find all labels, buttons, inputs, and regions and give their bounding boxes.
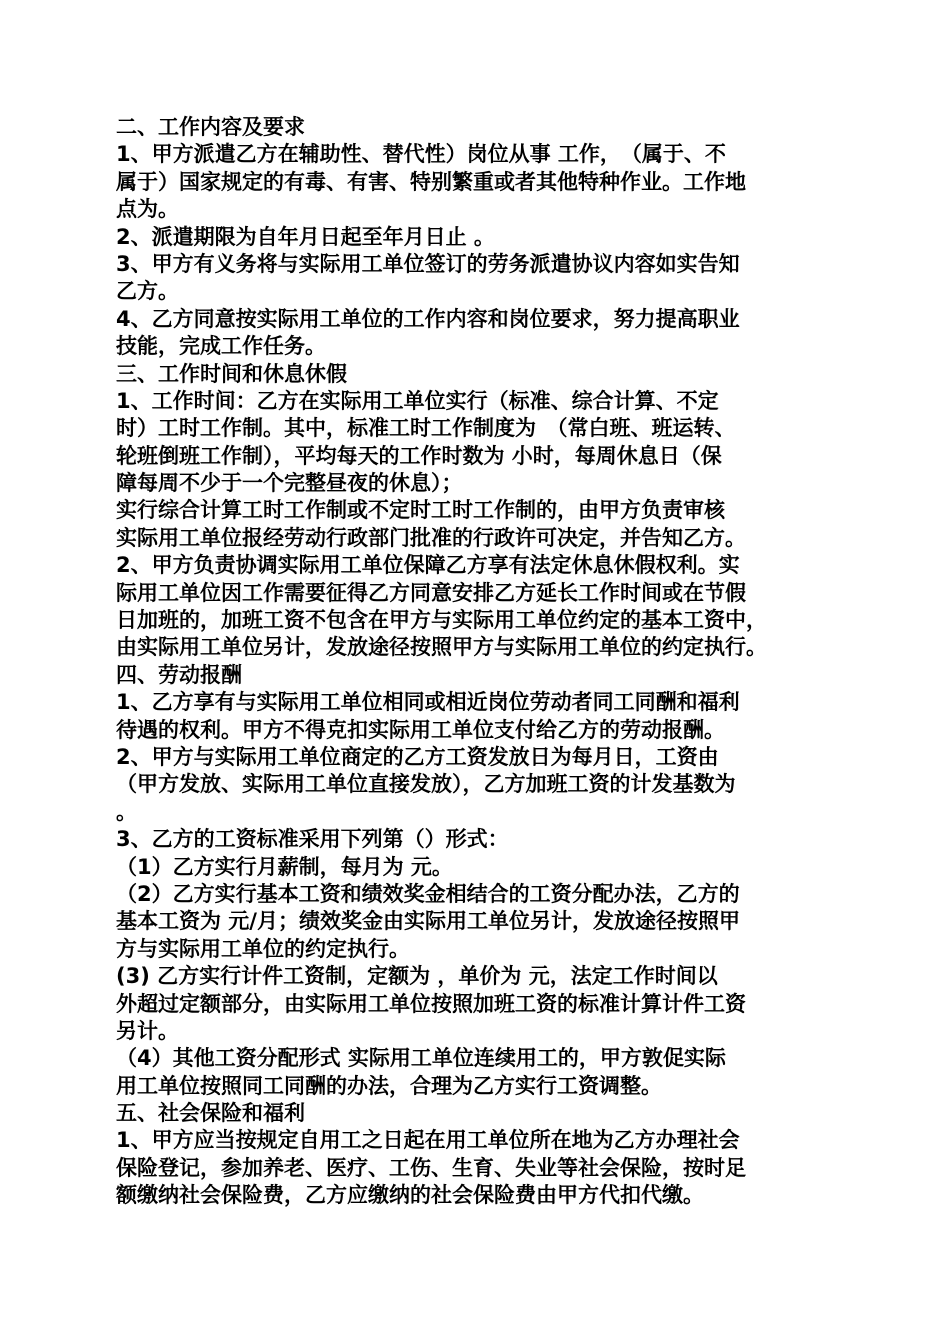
text-line: 保险登记，参加养老、医疗、工伤、生育、失业等社会保险，按时足 <box>116 1155 746 1180</box>
text-line: 待遇的权利。甲方不得克扣实际用工单位支付给乙方的劳动报酬。 <box>116 717 725 742</box>
text-line: 际用工单位因工作需要征得乙方同意安排乙方延长工作时间或在节假 <box>116 580 746 605</box>
text-line: （甲方发放、实际用工单位直接发放），乙方加班工资的计发基数为 <box>116 772 736 797</box>
text-line: 另计。 <box>116 1018 179 1043</box>
text-line: 2、甲方负责协调实际用工单位保障乙方享有法定休息休假权利。实 <box>116 553 740 578</box>
text-line: 3、甲方有义务将与实际用工单位签订的劳务派遣协议内容如实告知 <box>116 251 740 276</box>
text-line: 。 <box>116 799 137 824</box>
text-line: 乙方。 <box>116 279 179 304</box>
text-line: 额缴纳社会保险费，乙方应缴纳的社会保险费由甲方代扣代缴。 <box>116 1183 704 1208</box>
text-line: 方与实际用工单位的约定执行。 <box>116 936 410 961</box>
text-line: 用工单位按照同工同酬的办法，合理为乙方实行工资调整。 <box>116 1073 662 1098</box>
text-line: 技能，完成工作任务。 <box>116 334 326 359</box>
text-line: 障每周不少于一个完整昼夜的休息）； <box>116 471 463 496</box>
section-heading-social-insurance: 五、社会保险和福利 <box>116 1101 305 1126</box>
text-line: 1、乙方享有与实际用工单位相同或相近岗位劳动者同工同酬和福利 <box>116 690 740 715</box>
text-line: （4）其他工资分配形式 实际用工单位连续用工的，甲方敦促实际 <box>116 1046 726 1071</box>
text-line: 由实际用工单位另计，发放途径按照甲方与实际用工单位的约定执行。 <box>116 635 767 660</box>
text-line: 轮班倒班工作制），平均每天的工作时数为 小时，每周休息日（保 <box>116 443 722 468</box>
section-heading-work-content: 二、工作内容及要求 <box>116 115 305 139</box>
document-body <box>116 114 842 1210</box>
text-line: 点为。 <box>116 197 179 222</box>
text-line: 外超过定额部分，由实际用工单位按照加班工资的标准计算计件工资 <box>116 991 746 1016</box>
text-line: 1、工作时间：乙方在实际用工单位实行（标准、综合计算、不定 <box>116 388 719 413</box>
section-heading-work-time: 三、工作时间和休息休假 <box>116 361 347 386</box>
text-line: 3、乙方的工资标准采用下列第（）形式： <box>116 827 509 852</box>
text-line: 时）工时工作制。其中，标准工时工作制度为 （常白班、班运转、 <box>116 416 736 441</box>
text-line: 日加班的，加班工资不包含在甲方与实际用工单位约定的基本工资中， <box>116 608 767 633</box>
text-line: 1、甲方应当按规定自用工之日起在用工单位所在地为乙方办理社会 <box>116 1128 740 1153</box>
text-line: (3) 乙方实行计件工资制，定额为 ，单价为 元，法定工作时间以 <box>116 964 718 989</box>
text-line: 实际用工单位报经劳动行政部门批准的行政许可决定，并告知乙方。 <box>116 525 746 550</box>
text-line: 4、乙方同意按实际用工单位的工作内容和岗位要求，努力提高职业 <box>116 306 740 331</box>
text-line: 属于）国家规定的有毒、有害、特别繁重或者其他特种作业。工作地 <box>116 169 746 194</box>
text-line: 1、甲方派遣乙方在辅助性、替代性）岗位从事 工作， （属于、不 <box>116 142 726 167</box>
section-heading-remuneration: 四、劳动报酬 <box>116 662 242 687</box>
text-line: 2、派遣期限为自年月日起至年月日止 。 <box>116 224 495 249</box>
text-line: （1）乙方实行月薪制，每月为 元。 <box>116 854 453 879</box>
text-line: 实行综合计算工时工作制或不定时工时工作制的，由甲方负责审核 <box>116 498 725 523</box>
text-line: 2、甲方与实际用工单位商定的乙方工资发放日为每月日，工资由 <box>116 744 719 769</box>
text-line: （2）乙方实行基本工资和绩效奖金相结合的工资分配办法，乙方的 <box>116 881 740 906</box>
text-line: 基本工资为 元/月；绩效奖金由实际用工单位另计，发放途径按照甲 <box>116 909 740 934</box>
